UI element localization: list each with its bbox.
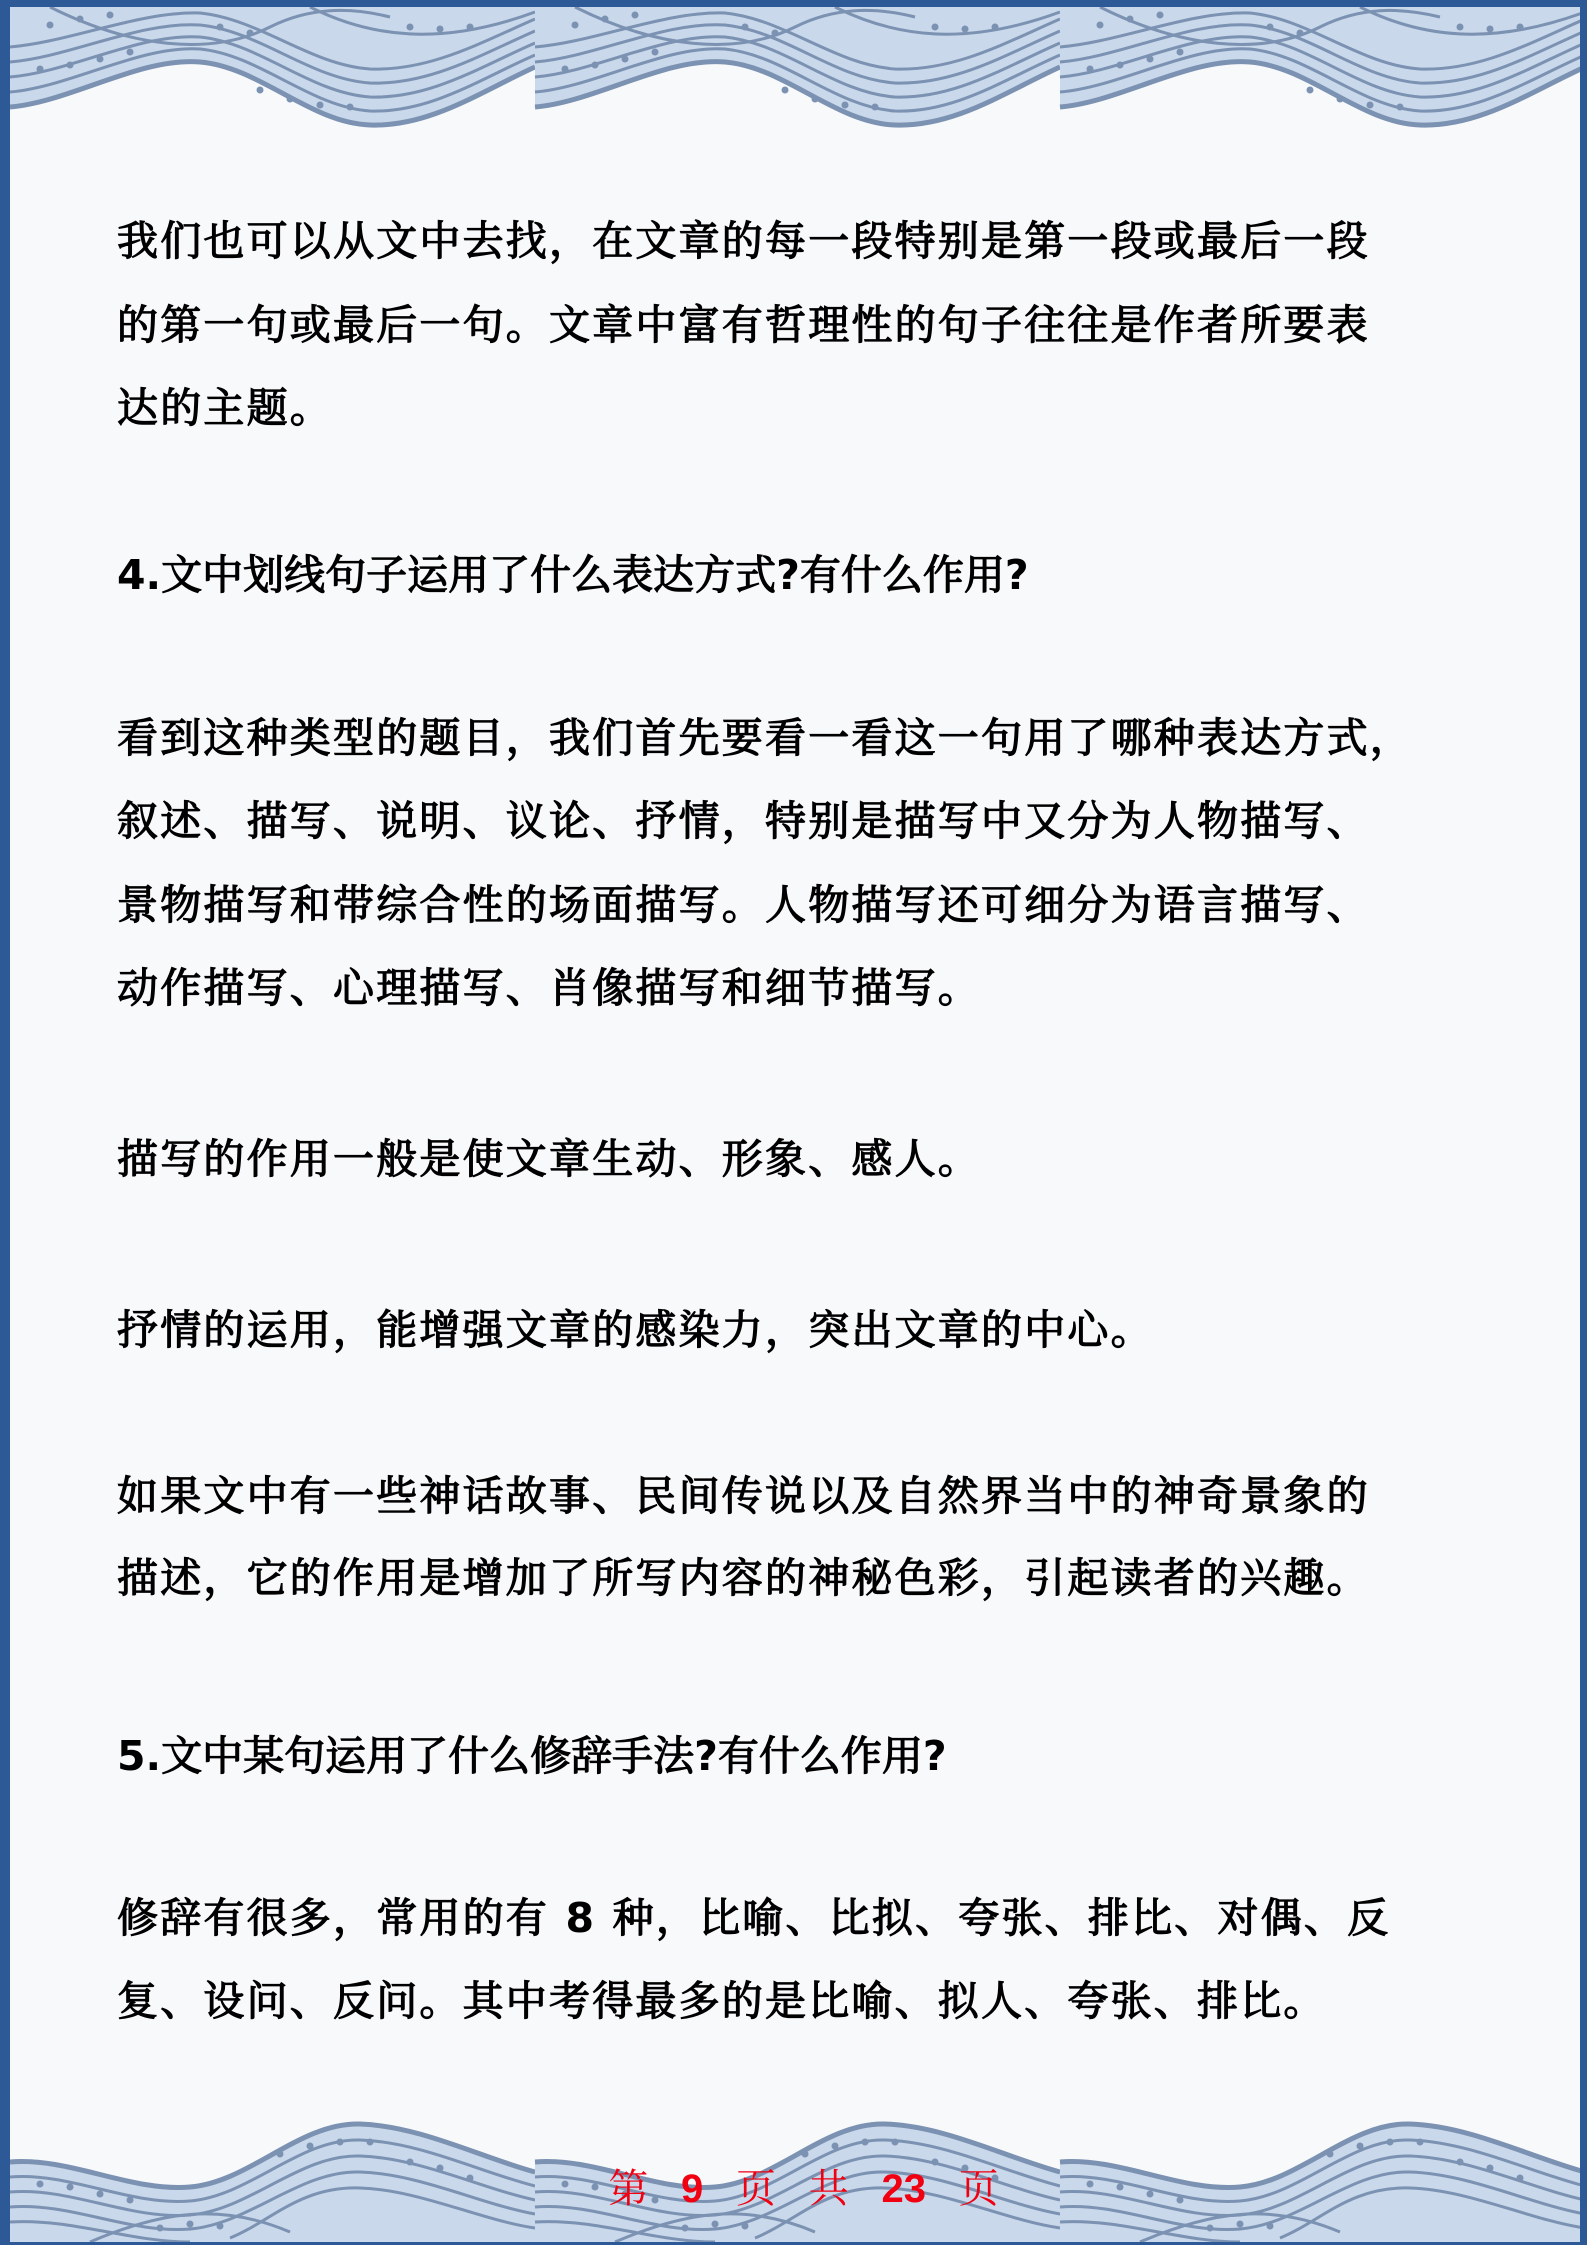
paragraph-line: 看到这种类型的题目，我们首先要看一看这一句用了哪种表达方式， [117,714,1413,762]
paragraph-line: 动作描写、心理描写、肖像描写和细节描写。 [117,964,981,1012]
paragraph-line: 叙述、描写、说明、议论、抒情，特别是描写中又分为人物描写、 [117,797,1370,845]
footer-total-word: 共 [808,2166,849,2212]
paragraph-line: 景物描写和带综合性的场面描写。人物描写还可细分为语言描写、 [117,881,1370,929]
question-heading-4: 4.文中划线句子运用了什么表达方式?有什么作用? [117,551,1029,599]
paragraph-line: 的第一句或最后一句。文章中富有哲理性的句子往往是作者所要表 [117,301,1370,349]
question-heading-5: 5.文中某句运用了什么修辞手法?有什么作用? [117,1732,947,1780]
total-pages-number: 23 [881,2167,926,2211]
footer-suffix: 页 [958,2166,999,2212]
paragraph-line: 描述，它的作用是增加了所写内容的神秘色彩，引起读者的兴趣。 [117,1554,1370,1602]
paragraph-line: 如果文中有一些神话故事、民间传说以及自然界当中的神奇景象的 [117,1472,1370,1520]
paragraph-line: 复、设问、反问。其中考得最多的是比喻、拟人、夸张、排比。 [117,1977,1327,2025]
paragraph-line: 达的主题。 [117,384,333,432]
current-page-number: 9 [681,2167,704,2211]
footer-prefix: 第 [608,2166,649,2212]
paragraph-line: 我们也可以从文中去找，在文章的每一段特别是第一段或最后一段 [117,217,1370,265]
paragraph-line: 抒情的运用，能增强文章的感染力，突出文章的中心。 [117,1306,1154,1354]
top-wave-decoration-icon [10,7,1580,147]
paragraph-line: 描写的作用一般是使文章生动、形象、感人。 [117,1135,981,1183]
page-number-footer [10,2157,1587,2214]
footer-page-word: 页 [736,2166,777,2212]
paragraph-line: 修辞有很多，常用的有 8 种，比喻、比拟、夸张、排比、对偶、反 [117,1894,1391,1942]
